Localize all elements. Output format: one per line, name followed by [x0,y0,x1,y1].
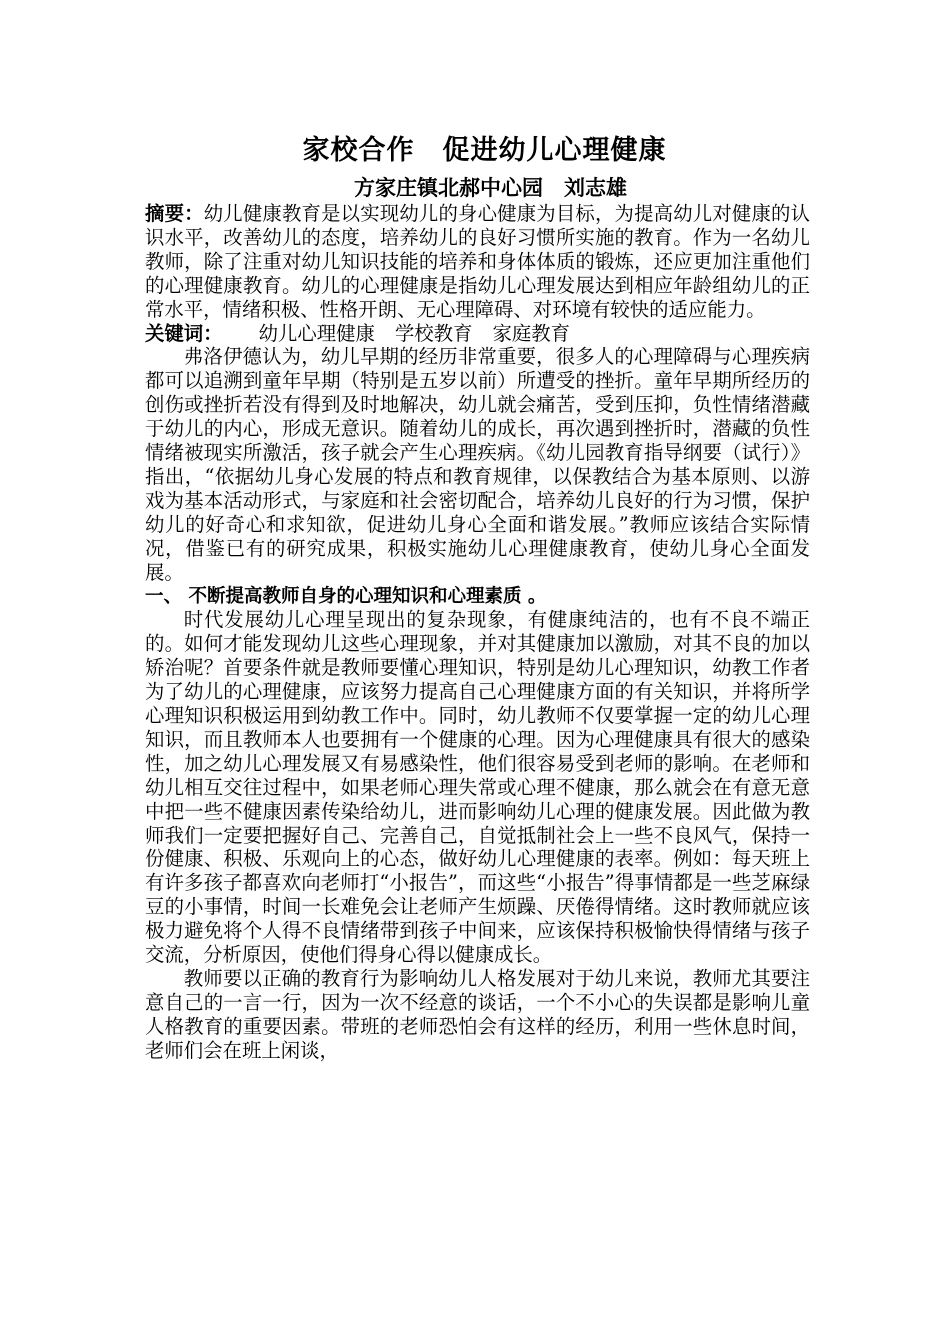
document-author: 方家庄镇北郝中心园 刘志雄 [354,176,627,200]
abstract [145,202,810,322]
keyword-item: 幼儿心理健康 [258,321,375,345]
section-heading-1: 一、 不断提高教师自身的心理知识和心理素质 。 [145,585,547,607]
keyword-item: 学校教育 [394,321,473,345]
keywords-line [145,322,810,346]
body-paragraph-3: 教师要以正确的教育行为影响幼儿人格发展对于幼儿来说，教师尤其要注意自己的一言一行，因为一次不经意的谈话，一个不小心的失误都是影响儿童人格教育的重要因素。带班的老师恐怕会有这样的经历，利用一些休息时间，老师们会在班上闲谈， [145,967,810,1062]
keywords-label: 关键词： [145,321,223,345]
document-title: 家校合作 促进幼儿心理健康 [302,135,667,166]
document-page [145,130,810,1063]
abstract-label: 摘要： [145,202,204,225]
abstract-text: 幼儿健康教育是以实现幼儿的身心健康为目标，为提高幼儿对健康的认识水平，改善幼儿的态度，培养幼儿的良好习惯所实施的教育。作为一名幼儿教师，除了注重对幼儿知识技能的培养和身体体质的锻炼，还应更加注重他们的心理健康教育。幼儿的心理健康是指幼儿心理发展达到相应年龄组幼儿的正常水平，情绪积极、性格开朗、无心理障碍、对环境有较快的适应能力。 [145,202,811,321]
body-paragraph-1: 弗洛伊德认为，幼儿早期的经历非常重要，很多人的心理障碍与心理疾病都可以追溯到童年早期（特别是五岁以前）所遭受的挫折。童年早期所经历的创伤或挫折若没有得到及时地解决，幼儿就会痛苦，受到压抑，负性情绪潜藏于幼儿的内心，形成无意识。随着幼儿的成长，再次遇到挫折时，潜藏的负性情绪被现实所激活，孩子就会产生心理疾病。《幼儿园教育指导纲要（试行）》指出，“依据幼儿身心发展的特点和教育规律，以保教结合为基本原则、以游戏为基本活动形式，与家庭和社会密切配合，培养幼儿良好的行为习惯，保护幼儿的好奇心和求知欲，促进幼儿身心全面和谐发展。”教师应该结合实际情况，借鉴已有的研究成果，积极实施幼儿心理健康教育，使幼儿身心全面发展。 [145,345,810,584]
body-paragraph-2: 时代发展幼儿心理呈现出的复杂现象，有健康纯洁的，也有不良不端正的。如何才能发现幼儿这些心理现象，并对其健康加以激励，对其不良的加以矫治呢？首要条件就是教师要懂心理知识，特别是幼儿心理知识，幼教工作者为了幼儿的心理健康，应该努力提高自己心理健康方面的有关知识，并将所学心理知识积极运用到幼教工作中。同时，幼儿教师不仅要掌握一定的幼儿心理知识，而且教师本人也要拥有一个健康的心理。因为心理健康具有很大的感染性，加之幼儿心理发展又有易感染性，他们很容易受到老师的影响。在老师和幼儿相互交往过程中，如果老师心理失常或心理不健康，那么就会在有意无意中把一些不健康因素传染给幼儿，进而影响幼儿心理的健康发展。因此做为教师我们一定要把握好自己、完善自己，自觉抵制社会上一些不良风气，保持一份健康、积极、乐观向上的心态，做好幼儿心理健康的表率。例如：每天班上有许多孩子都喜欢向老师打“小报告”，而这些“小报告”得事情都是一些芝麻绿豆的小事情，时间一长难免会让老师产生烦躁、厌倦得情绪。这时教师就应该极力避免将个人得不良情绪带到孩子中间来，应该保持积极愉快得情绪与孩子交流，分析原因，使他们得身心得以健康成长。 [145,608,810,967]
keyword-item: 家庭教育 [492,321,571,345]
